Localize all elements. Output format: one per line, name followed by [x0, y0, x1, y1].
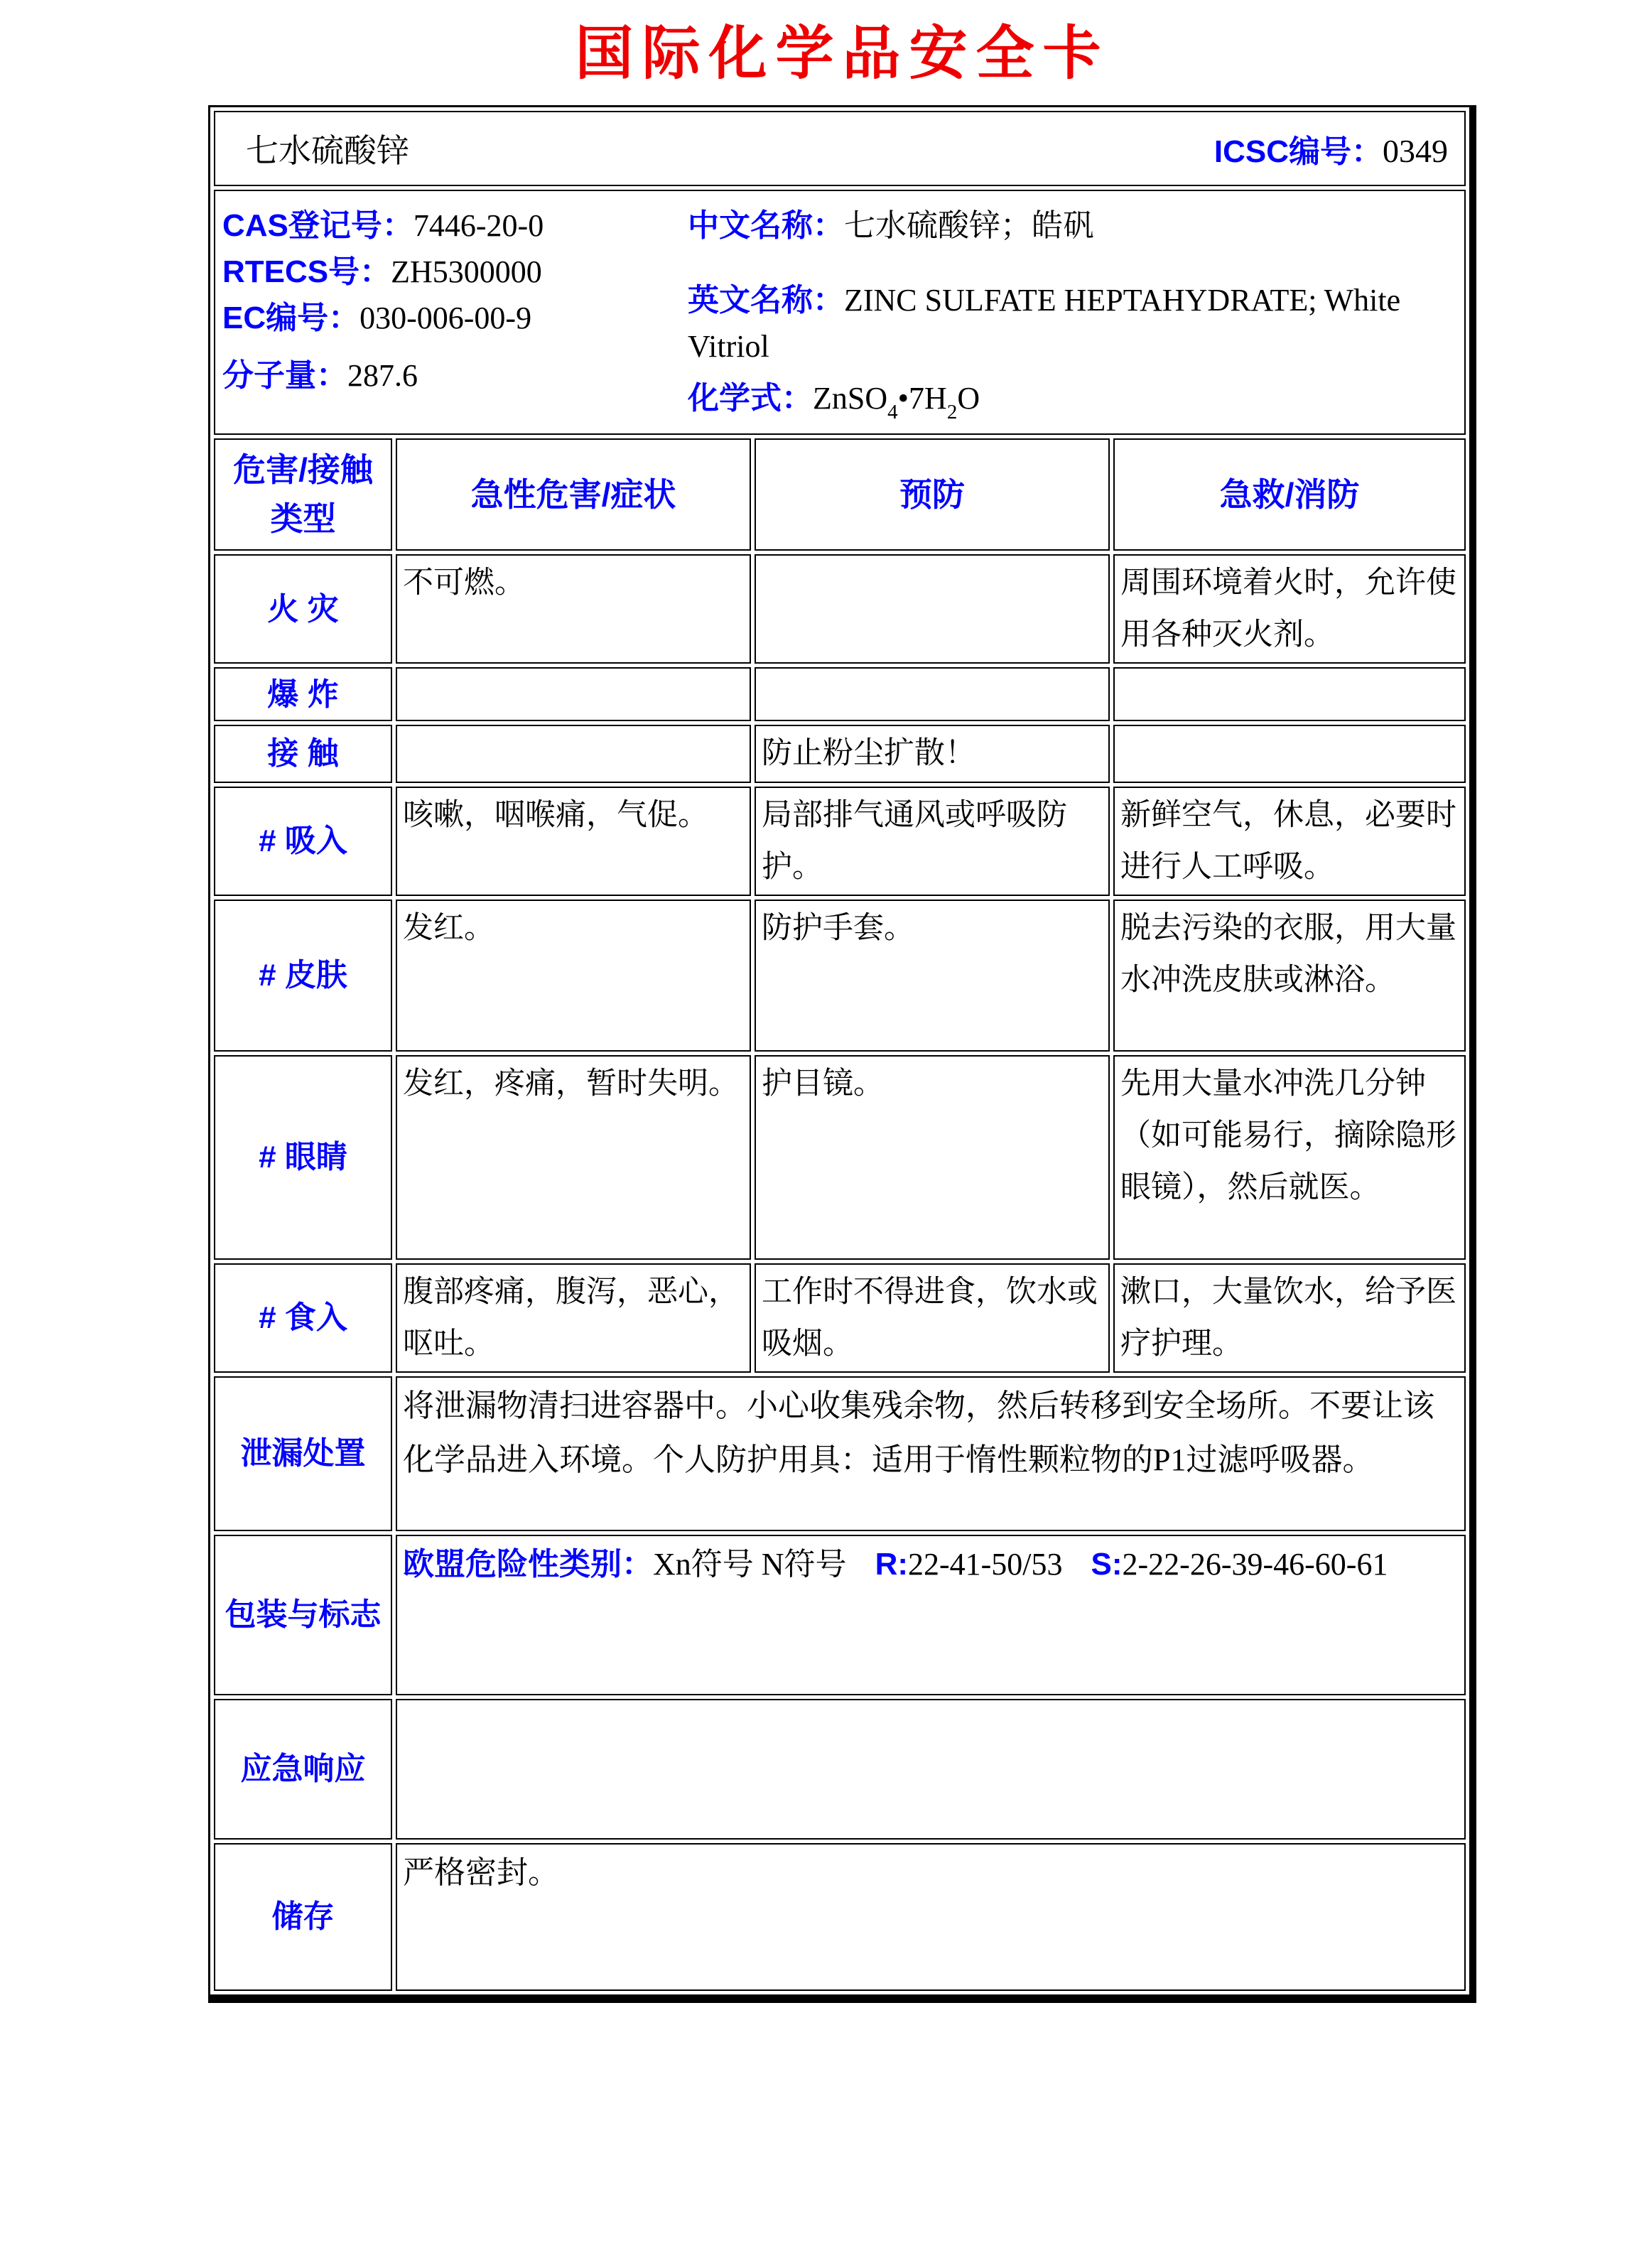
- cas-number-value: 7446-20-0: [413, 208, 544, 243]
- molecular-weight-line: [222, 352, 688, 399]
- emergency-label: 应急响应: [214, 1699, 392, 1840]
- section-row-storage: [214, 1843, 1466, 1991]
- formula-subscript: 2: [946, 401, 958, 424]
- ingestion-symptoms-cell: 腹部疼痛，腹泻，恶心，呕吐。: [396, 1263, 751, 1373]
- fire-symptoms-cell: 不可燃。: [396, 554, 751, 664]
- fire-prevention-cell: [755, 554, 1110, 664]
- molecular-weight-value: 287.6: [347, 358, 418, 394]
- skin-response-cell: 脱去污染的衣服，用大量水冲洗皮肤或淋浴。: [1113, 900, 1466, 1052]
- formula-part: O: [957, 381, 980, 416]
- fire-label: 火 灾: [214, 554, 392, 664]
- contact-response-cell: [1113, 725, 1466, 782]
- identifiers-right-column: [688, 202, 1405, 428]
- ec-number-value: 030-006-00-9: [359, 301, 532, 336]
- chemical-formula-line: [688, 375, 1405, 428]
- inhalation-prevention-cell: 局部排气通风或呼吸防护。: [755, 787, 1110, 896]
- storage-label: 储存: [214, 1843, 392, 1991]
- icsc-card-table: [208, 105, 1476, 2003]
- fire-response-cell: 周围环境着火时，允许使用各种灭火剂。: [1113, 554, 1466, 664]
- substance-header-row: [214, 111, 1466, 186]
- prevention-header-cell: 预防: [755, 438, 1110, 551]
- substance-name: 七水硫酸锌: [246, 133, 409, 169]
- eyes-prevention-cell: 护目镜。: [755, 1055, 1110, 1260]
- eu-class-value: Xn符号 N符号: [653, 1546, 847, 1582]
- identifiers-cell: [214, 190, 1466, 435]
- s-phrases-value: 2-22-26-39-46-60-61: [1122, 1546, 1388, 1582]
- cas-number-label: CAS登记号：: [222, 208, 413, 243]
- english-name-label: 英文名称：: [688, 283, 844, 318]
- hazard-row-skin: [214, 900, 1466, 1052]
- eu-class-label: 欧盟危险性类别：: [403, 1546, 653, 1582]
- substance-header-cell: [214, 111, 1466, 186]
- emergency-content-cell: [396, 1699, 1466, 1840]
- explosion-label: 爆 炸: [214, 667, 392, 721]
- ingestion-response-cell: 漱口，大量饮水，给予医疗护理。: [1113, 1263, 1466, 1373]
- skin-prevention-cell: 防护手套。: [755, 900, 1110, 1052]
- explosion-prevention-cell: [755, 667, 1110, 721]
- contact-prevention-cell: 防止粉尘扩散！: [755, 725, 1110, 782]
- response-header-cell: 急救/消防: [1113, 438, 1466, 551]
- eyes-label: # 眼睛: [214, 1055, 392, 1260]
- explosion-symptoms-cell: [396, 667, 751, 721]
- contact-label: 接 触: [214, 725, 392, 782]
- ingestion-label: # 食入: [214, 1263, 392, 1373]
- formula-part: •7H: [897, 381, 947, 416]
- packaging-content-cell: [396, 1535, 1466, 1695]
- eyes-response-cell: 先用大量水冲洗几分钟（如可能易行，摘除隐形眼镜），然后就医。: [1113, 1055, 1466, 1260]
- section-row-spill: [214, 1376, 1466, 1531]
- storage-content-cell: 严格密封。: [396, 1843, 1466, 1991]
- skin-symptoms-cell: 发红。: [396, 900, 751, 1052]
- identifiers-row: [214, 190, 1466, 435]
- icsc-number-value: 0349: [1383, 133, 1448, 169]
- molecular-weight-label: 分子量：: [222, 358, 347, 394]
- inhalation-symptoms-cell: 咳嗽，咽喉痛，气促。: [396, 787, 751, 896]
- hazard-row-explosion: [214, 667, 1466, 721]
- identifiers-columns: [222, 202, 1459, 428]
- hazard-row-contact: [214, 725, 1466, 782]
- section-row-packaging: [214, 1535, 1466, 1695]
- hazard-type-header-line2: 类型: [270, 500, 336, 538]
- chemical-formula-value: [813, 381, 980, 424]
- ingestion-prevention-cell: 工作时不得进食，饮水或吸烟。: [755, 1263, 1110, 1373]
- cas-number-line: [222, 202, 688, 249]
- hazard-row-inhalation: [214, 787, 1466, 896]
- ec-number-label: EC编号：: [222, 301, 360, 336]
- english-name-line: [688, 277, 1405, 369]
- chinese-name-label: 中文名称：: [688, 208, 844, 243]
- hazard-row-eyes: [214, 1055, 1466, 1260]
- hazard-type-header-line1: 危害/接触: [233, 451, 373, 489]
- rtecs-number-value: ZH5300000: [391, 254, 542, 290]
- eyes-symptoms-cell: 发红，疼痛，暂时失明。: [396, 1055, 751, 1260]
- english-name-value: ZINC SULFATE HEPTAHYDRATE; White Vitriol: [688, 283, 1401, 364]
- symptoms-header-cell: 急性危害/症状: [396, 438, 751, 551]
- section-row-emergency: [214, 1699, 1466, 1840]
- formula-part: ZnSO: [813, 381, 888, 416]
- formula-subscript: 4: [887, 401, 898, 424]
- ec-number-line: [222, 295, 688, 341]
- spill-label: 泄漏处置: [214, 1376, 392, 1531]
- chinese-name-line: [688, 202, 1405, 249]
- r-phrases-label: R:: [875, 1546, 908, 1582]
- hazard-row-fire: [214, 554, 1466, 664]
- chinese-name-value: 七水硫酸锌；皓矾: [844, 208, 1094, 243]
- packaging-content: [403, 1538, 1457, 1592]
- inhalation-response-cell: 新鲜空气，休息，必要时进行人工呼吸。: [1113, 787, 1466, 896]
- page-title: 国际化学品安全卡: [575, 21, 1110, 86]
- packaging-label: 包装与标志: [214, 1535, 392, 1695]
- s-phrases-label: S:: [1091, 1546, 1123, 1582]
- substance-header-content: [216, 125, 1464, 172]
- hazard-type-header-cell: [214, 438, 392, 551]
- icsc-number-label: ICSC编号：: [1213, 134, 1383, 169]
- inhalation-label: # 吸入: [214, 787, 392, 896]
- rtecs-number-line: [222, 249, 688, 295]
- contact-symptoms-cell: [396, 725, 751, 782]
- r-phrases-value: 22-41-50/53: [908, 1546, 1063, 1582]
- hazard-header-row: [214, 438, 1466, 551]
- explosion-response-cell: [1113, 667, 1466, 721]
- spill-content-cell: 将泄漏物清扫进容器中。小心收集残余物，然后转移到安全场所。不要让该化学品进入环境。个人防护用具：适用于惰性颗粒物的P1过滤呼吸器。: [396, 1376, 1466, 1531]
- skin-label: # 皮肤: [214, 900, 392, 1052]
- chemical-formula-label: 化学式：: [688, 381, 813, 416]
- hazard-row-ingestion: [214, 1263, 1466, 1373]
- icsc-number: [1214, 126, 1448, 171]
- rtecs-number-label: RTECS号：: [222, 254, 391, 290]
- identifiers-left-column: [222, 202, 688, 428]
